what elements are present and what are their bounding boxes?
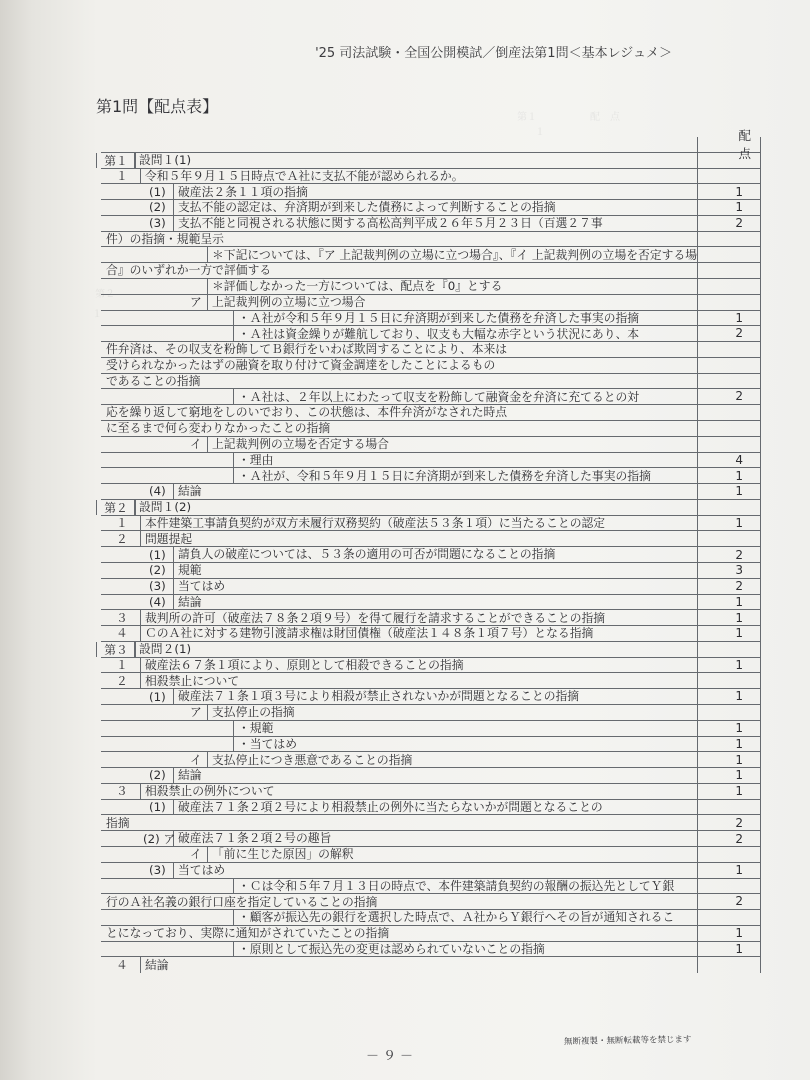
score-item-text: 設問２(1) — [139, 642, 192, 657]
score-item-label — [233, 879, 697, 894]
outline-marker: (3) — [149, 579, 166, 594]
show-through-ghost-text: 第２ — [94, 288, 116, 301]
score-item-label — [149, 768, 697, 783]
score-item-text: 本件建築工事請負契約が双方未履行双務契約（破産法５３条１項）に当たることの認定 — [145, 515, 606, 530]
show-through-ghost-text: １ — [91, 308, 103, 321]
score-item-text: 破産法２条１１項の指摘 — [178, 184, 308, 199]
score-table-row — [101, 169, 761, 185]
score-item-text: 結論 — [178, 594, 202, 609]
score-table-row — [101, 737, 761, 753]
outline-marker: (2) — [149, 563, 166, 578]
score-item-label — [149, 216, 697, 231]
score-item-text: 破産法６７条１項により、原則として相殺できることの指摘 — [145, 657, 464, 672]
score-value: 1 — [697, 784, 761, 799]
score-item-label — [233, 721, 697, 736]
score-item-label — [233, 311, 697, 326]
score-value: 2 — [697, 326, 761, 341]
score-value: 2 — [697, 894, 761, 909]
score-item-text: 令和５年９月１５日時点でＡ社に支払不能が認められるか。 — [145, 168, 464, 183]
outline-marker: (1) — [149, 800, 166, 815]
outline-marker: １ — [116, 658, 128, 673]
score-value: 1 — [697, 610, 761, 625]
score-table-row — [101, 658, 761, 674]
score-item-text: 支払停止の指摘 — [212, 705, 295, 720]
score-item-label — [190, 752, 697, 767]
outline-marker: (2) ア — [143, 831, 176, 846]
score-item-text: 設問１(2) — [139, 500, 192, 515]
outline-marker: (2) — [149, 200, 166, 215]
score-item-label — [149, 594, 697, 610]
score-value: 1 — [697, 752, 761, 767]
score-table-row — [101, 626, 761, 642]
page-number: －９－ — [366, 1049, 418, 1064]
score-item-label — [116, 784, 697, 799]
score-value: 1 — [697, 184, 761, 199]
score-item-text: 破産法７１条１項３号により相殺が禁止されないかが問題となることの指摘 — [178, 689, 580, 704]
score-item-label — [134, 642, 697, 657]
score-value — [697, 279, 761, 294]
score-value: 1 — [697, 863, 761, 878]
score-value — [697, 247, 761, 262]
score-item-text: に至るまで何ら変わりなかったことの指摘 — [106, 421, 331, 436]
score-value: 1 — [697, 768, 761, 783]
outline-marker: (4) — [149, 594, 166, 609]
score-table-row — [101, 263, 761, 279]
score-item-text: とになっており、実際に通知がされていたことの指摘 — [106, 926, 390, 941]
score-item-text: ・当てはめ — [238, 736, 297, 751]
score-table-row — [101, 421, 761, 437]
score-table-row — [101, 847, 761, 863]
score-item-label — [116, 957, 697, 973]
score-item-text: 件）の指摘・規範呈示 — [106, 231, 224, 246]
score-item-text: ＣのＡ社に対する建物引渡請求権は財団債権（破産法１４８条１項７号）となる指摘 — [145, 626, 594, 641]
score-value — [697, 879, 761, 894]
score-value: 1 — [697, 595, 761, 610]
score-item-label — [101, 263, 697, 278]
outline-marker: (4) — [149, 484, 166, 499]
score-value — [697, 358, 761, 373]
show-through-ghost-text: 配 点 — [590, 112, 620, 123]
score-table-row — [101, 232, 761, 248]
score-item-text: 受けられなかったはずの融資を取り付けて資金調達をしたことによるもの — [106, 358, 496, 373]
score-value: 2 — [697, 831, 761, 846]
score-value — [697, 500, 761, 515]
score-item-text: ・Ａ社は資金繰りが難航しており、収支も大幅な赤字という状況にあり、本 — [238, 326, 640, 341]
score-item-label — [190, 436, 697, 452]
score-item-label — [101, 342, 697, 357]
score-table-row — [101, 405, 761, 421]
score-table-row — [101, 563, 761, 579]
score-value: 1 — [697, 484, 761, 499]
score-item-text: ・Ａ社が令和５年９月１５日に弁済期が到来した債務を弁済した事実の指摘 — [238, 310, 640, 325]
outline-marker: イ — [190, 752, 202, 767]
score-table-row — [101, 705, 761, 721]
score-item-label — [101, 358, 697, 373]
score-item-text: 上記裁判例の立場に立つ場合 — [212, 294, 366, 309]
outline-marker: イ — [190, 847, 202, 862]
score-item-text: 件弁済は、その収支を粉飾してＢ銀行をいわば欺罔することにより、本来は — [106, 342, 508, 357]
score-table-row — [101, 153, 761, 169]
score-table — [101, 128, 782, 989]
score-item-label — [207, 247, 697, 262]
score-table-row — [101, 721, 761, 737]
score-item-label — [233, 737, 697, 752]
score-item-text: ・Ｃは令和５年７月１３日の時点で、本件建築請負契約の報酬の振込先としてＹ銀 — [238, 878, 675, 893]
score-value: 1 — [697, 658, 761, 673]
score-table-row — [101, 879, 761, 895]
score-column-heading: 配 点 — [697, 137, 761, 152]
score-item-text: ・規範 — [238, 720, 274, 735]
score-item-text: 上記裁判例の立場を否定する場合 — [212, 436, 389, 451]
score-item-text: ・顧客が振込先の銀行を選択した時点で、Ａ社からＹ銀行へその旨が通知されるこ — [238, 910, 675, 925]
score-item-text: 結論 — [178, 484, 202, 499]
score-value — [697, 910, 761, 925]
score-value: 2 — [697, 579, 761, 594]
score-table-row — [101, 216, 761, 232]
score-item-label — [233, 942, 697, 957]
score-table-row — [101, 642, 761, 658]
score-value: 1 — [697, 200, 761, 215]
score-value — [697, 673, 761, 688]
score-value: 2 — [697, 815, 761, 830]
score-item-label — [116, 610, 697, 625]
outline-marker: (3) — [149, 863, 166, 878]
score-item-label — [149, 547, 697, 562]
score-item-text: 支払停止につき悪意であることの指摘 — [212, 752, 413, 767]
score-item-label — [116, 657, 697, 673]
score-item-label — [149, 578, 697, 594]
score-item-label — [134, 500, 697, 515]
score-table-row — [101, 863, 761, 879]
outline-marker: (1) — [149, 689, 166, 704]
score-table-row — [101, 610, 761, 626]
score-table-row — [101, 784, 761, 800]
score-table-row — [101, 311, 761, 327]
score-item-label — [134, 153, 697, 168]
score-table-row — [101, 910, 761, 926]
score-value — [697, 531, 761, 546]
score-value: 1 — [697, 737, 761, 752]
score-table-row — [101, 516, 761, 532]
outline-marker: イ — [190, 437, 202, 452]
score-item-label — [101, 894, 697, 909]
score-table-blank-header — [101, 137, 697, 152]
score-table-row — [101, 358, 761, 374]
score-item-text: 支払不能の認定は、弁済期が到来した債務によって判断することの指摘 — [178, 200, 556, 215]
score-table-row — [101, 200, 761, 216]
score-item-label — [116, 531, 697, 546]
score-item-label — [149, 484, 697, 499]
score-value: 1 — [697, 516, 761, 531]
score-table-row — [101, 247, 761, 263]
score-item-label — [116, 515, 697, 531]
score-value: 4 — [697, 453, 761, 468]
score-value: 1 — [697, 721, 761, 736]
score-value — [697, 374, 761, 389]
score-item-text: ＊下記については、『ア 上記裁判例の立場に立つ場合』、『イ 上記裁判例の立場を否定する場 — [212, 247, 698, 262]
outline-marker: (2) — [149, 768, 166, 783]
score-table-row — [101, 468, 761, 484]
score-item-label — [101, 815, 697, 830]
section-number: 第１ — [96, 153, 136, 168]
score-item-text: 破産法７１条２項２号により相殺禁止の例外に当たらないかが問題となることの — [178, 799, 603, 814]
outline-marker: ４ — [116, 626, 128, 641]
score-value — [697, 263, 761, 278]
section-number: 第３ — [96, 642, 136, 657]
score-item-text: 破産法７１条２項２号の趣旨 — [178, 831, 332, 846]
score-table-row — [101, 326, 761, 342]
score-item-label — [143, 831, 697, 846]
score-value: 2 — [697, 547, 761, 562]
score-table-row — [101, 752, 761, 768]
score-table-row — [101, 453, 761, 469]
score-table-row — [101, 800, 761, 816]
show-through-ghost-text: 第１ — [517, 112, 537, 123]
score-item-label — [233, 453, 697, 468]
score-item-label — [190, 294, 697, 310]
outline-marker: ３ — [116, 610, 128, 625]
score-item-label — [101, 421, 697, 436]
score-table-row — [101, 342, 761, 358]
score-table-row — [101, 374, 761, 390]
score-item-label — [101, 374, 697, 389]
score-item-text: ・Ａ社が、令和５年９月１５日に弁済期が到来した債務を弁済した事実の指摘 — [238, 468, 651, 483]
score-table-row — [101, 531, 761, 547]
score-item-text: 設問１(1) — [139, 152, 192, 167]
outline-marker: ２ — [116, 673, 128, 688]
score-item-label — [149, 200, 697, 215]
score-item-text: 規範 — [178, 563, 202, 578]
score-value — [697, 169, 761, 184]
score-item-label — [101, 232, 697, 247]
score-item-text: であることの指摘 — [106, 373, 201, 388]
score-value — [697, 800, 761, 815]
score-table-row — [101, 579, 761, 595]
score-value — [697, 437, 761, 452]
score-value — [697, 642, 761, 657]
score-item-text: 相殺禁止の例外について — [145, 784, 275, 799]
score-table-row — [101, 500, 761, 516]
score-table-row — [101, 689, 761, 705]
score-item-label — [149, 862, 697, 878]
score-value — [697, 342, 761, 357]
score-item-text: 当てはめ — [178, 578, 226, 593]
score-value: 1 — [697, 626, 761, 641]
score-item-text: ・Ａ社は、２年以上にわたって収支を粉飾して融資金を弁済に充てるとの対 — [238, 389, 640, 404]
score-table-row — [101, 926, 761, 942]
score-item-text: 支払不能と同視される状態に関する高松高判平成２６年５月２３日（百選２７事 — [178, 216, 603, 231]
score-value — [697, 421, 761, 436]
score-item-text: 当てはめ — [178, 862, 226, 877]
score-table-row — [101, 389, 761, 405]
show-through-ghost-text: １ — [535, 127, 545, 138]
score-value: 1 — [697, 926, 761, 941]
score-item-label — [101, 405, 697, 420]
score-item-text: 問題提起 — [145, 531, 193, 546]
score-table-row — [101, 815, 761, 831]
score-item-text: 応を繰り返して窮地をしのいでおり、この状態は、本件弁済がなされた時点 — [106, 405, 508, 420]
score-item-label — [116, 168, 697, 184]
outline-marker: (1) — [149, 184, 166, 199]
section-number: 第２ — [96, 500, 136, 515]
score-item-text: 合』のいずれか一方で評価する — [106, 263, 272, 278]
score-value: 3 — [697, 563, 761, 578]
score-table-row — [101, 957, 761, 973]
score-item-text: 裁判所の許可（破産法７８条２項９号）を得て履行を請求することができることの指摘 — [145, 610, 606, 625]
score-item-text: 「前に生じた原因」の解釈 — [212, 847, 354, 862]
score-table-row — [101, 547, 761, 563]
score-item-text: 行のＡ社名義の銀行口座を指定していることの指摘 — [106, 894, 378, 909]
score-table-row — [101, 279, 761, 295]
outline-marker: ２ — [116, 531, 128, 546]
score-value: 2 — [697, 216, 761, 231]
score-table-row — [101, 484, 761, 500]
score-item-text: 相殺禁止について — [145, 673, 240, 688]
score-table-row — [101, 768, 761, 784]
score-value — [697, 847, 761, 862]
score-value: 1 — [697, 689, 761, 704]
score-table-row — [101, 184, 761, 200]
score-item-label — [233, 326, 697, 341]
score-value — [697, 153, 761, 168]
score-item-text: 請負人の破産については、５３条の適用の可否が問題になることの指摘 — [178, 547, 556, 562]
score-item-label — [190, 705, 697, 720]
score-item-label — [190, 847, 697, 862]
score-item-text: ・理由 — [238, 452, 274, 467]
outline-marker: ３ — [116, 784, 128, 799]
running-header: '25 司法試験・全国公開模試／倒産法第1問＜基本レジュメ＞ — [315, 46, 672, 61]
score-value: 1 — [697, 468, 761, 483]
score-table-row — [101, 673, 761, 689]
score-table-row — [101, 595, 761, 611]
outline-marker: １ — [116, 516, 128, 531]
score-item-text: ＊評価しなかった一方については、配点を『0』とする — [212, 279, 503, 294]
score-item-label — [233, 389, 697, 404]
outline-marker: ４ — [116, 958, 128, 973]
outline-marker: ア — [190, 705, 202, 720]
score-table-row — [101, 942, 761, 958]
outline-marker: (1) — [149, 547, 166, 562]
outline-marker: １ — [116, 168, 128, 183]
score-item-text: 結論 — [145, 958, 169, 973]
score-value — [697, 957, 761, 973]
page-title: 第1問【配点表】 — [96, 97, 219, 116]
score-value — [697, 295, 761, 310]
score-item-text: 指摘 — [106, 815, 130, 830]
score-item-label — [101, 926, 697, 941]
score-item-label — [149, 689, 697, 704]
score-item-label — [233, 468, 697, 483]
score-item-label — [149, 563, 697, 578]
score-item-text: ・原則として振込先の変更は認められていないことの指摘 — [238, 941, 545, 956]
score-table-row — [101, 894, 761, 910]
copyright-note: 無断複製・無断転載等を禁じます — [564, 1034, 693, 1048]
score-item-label — [116, 626, 697, 641]
score-value: 1 — [697, 311, 761, 326]
score-item-label — [149, 799, 697, 815]
outline-marker: ア — [190, 295, 202, 310]
score-value — [697, 405, 761, 420]
score-value — [697, 705, 761, 720]
score-item-label — [233, 910, 697, 925]
outline-marker: (3) — [149, 216, 166, 231]
score-item-text: 結論 — [178, 768, 202, 783]
score-table-row — [101, 437, 761, 453]
score-item-label — [116, 673, 697, 688]
score-table-row — [101, 831, 761, 847]
score-item-label — [207, 279, 697, 294]
score-value: 2 — [697, 389, 761, 404]
score-item-label — [149, 184, 697, 199]
score-value: 1 — [697, 942, 761, 957]
score-table-row — [101, 295, 761, 311]
score-value — [697, 232, 761, 247]
